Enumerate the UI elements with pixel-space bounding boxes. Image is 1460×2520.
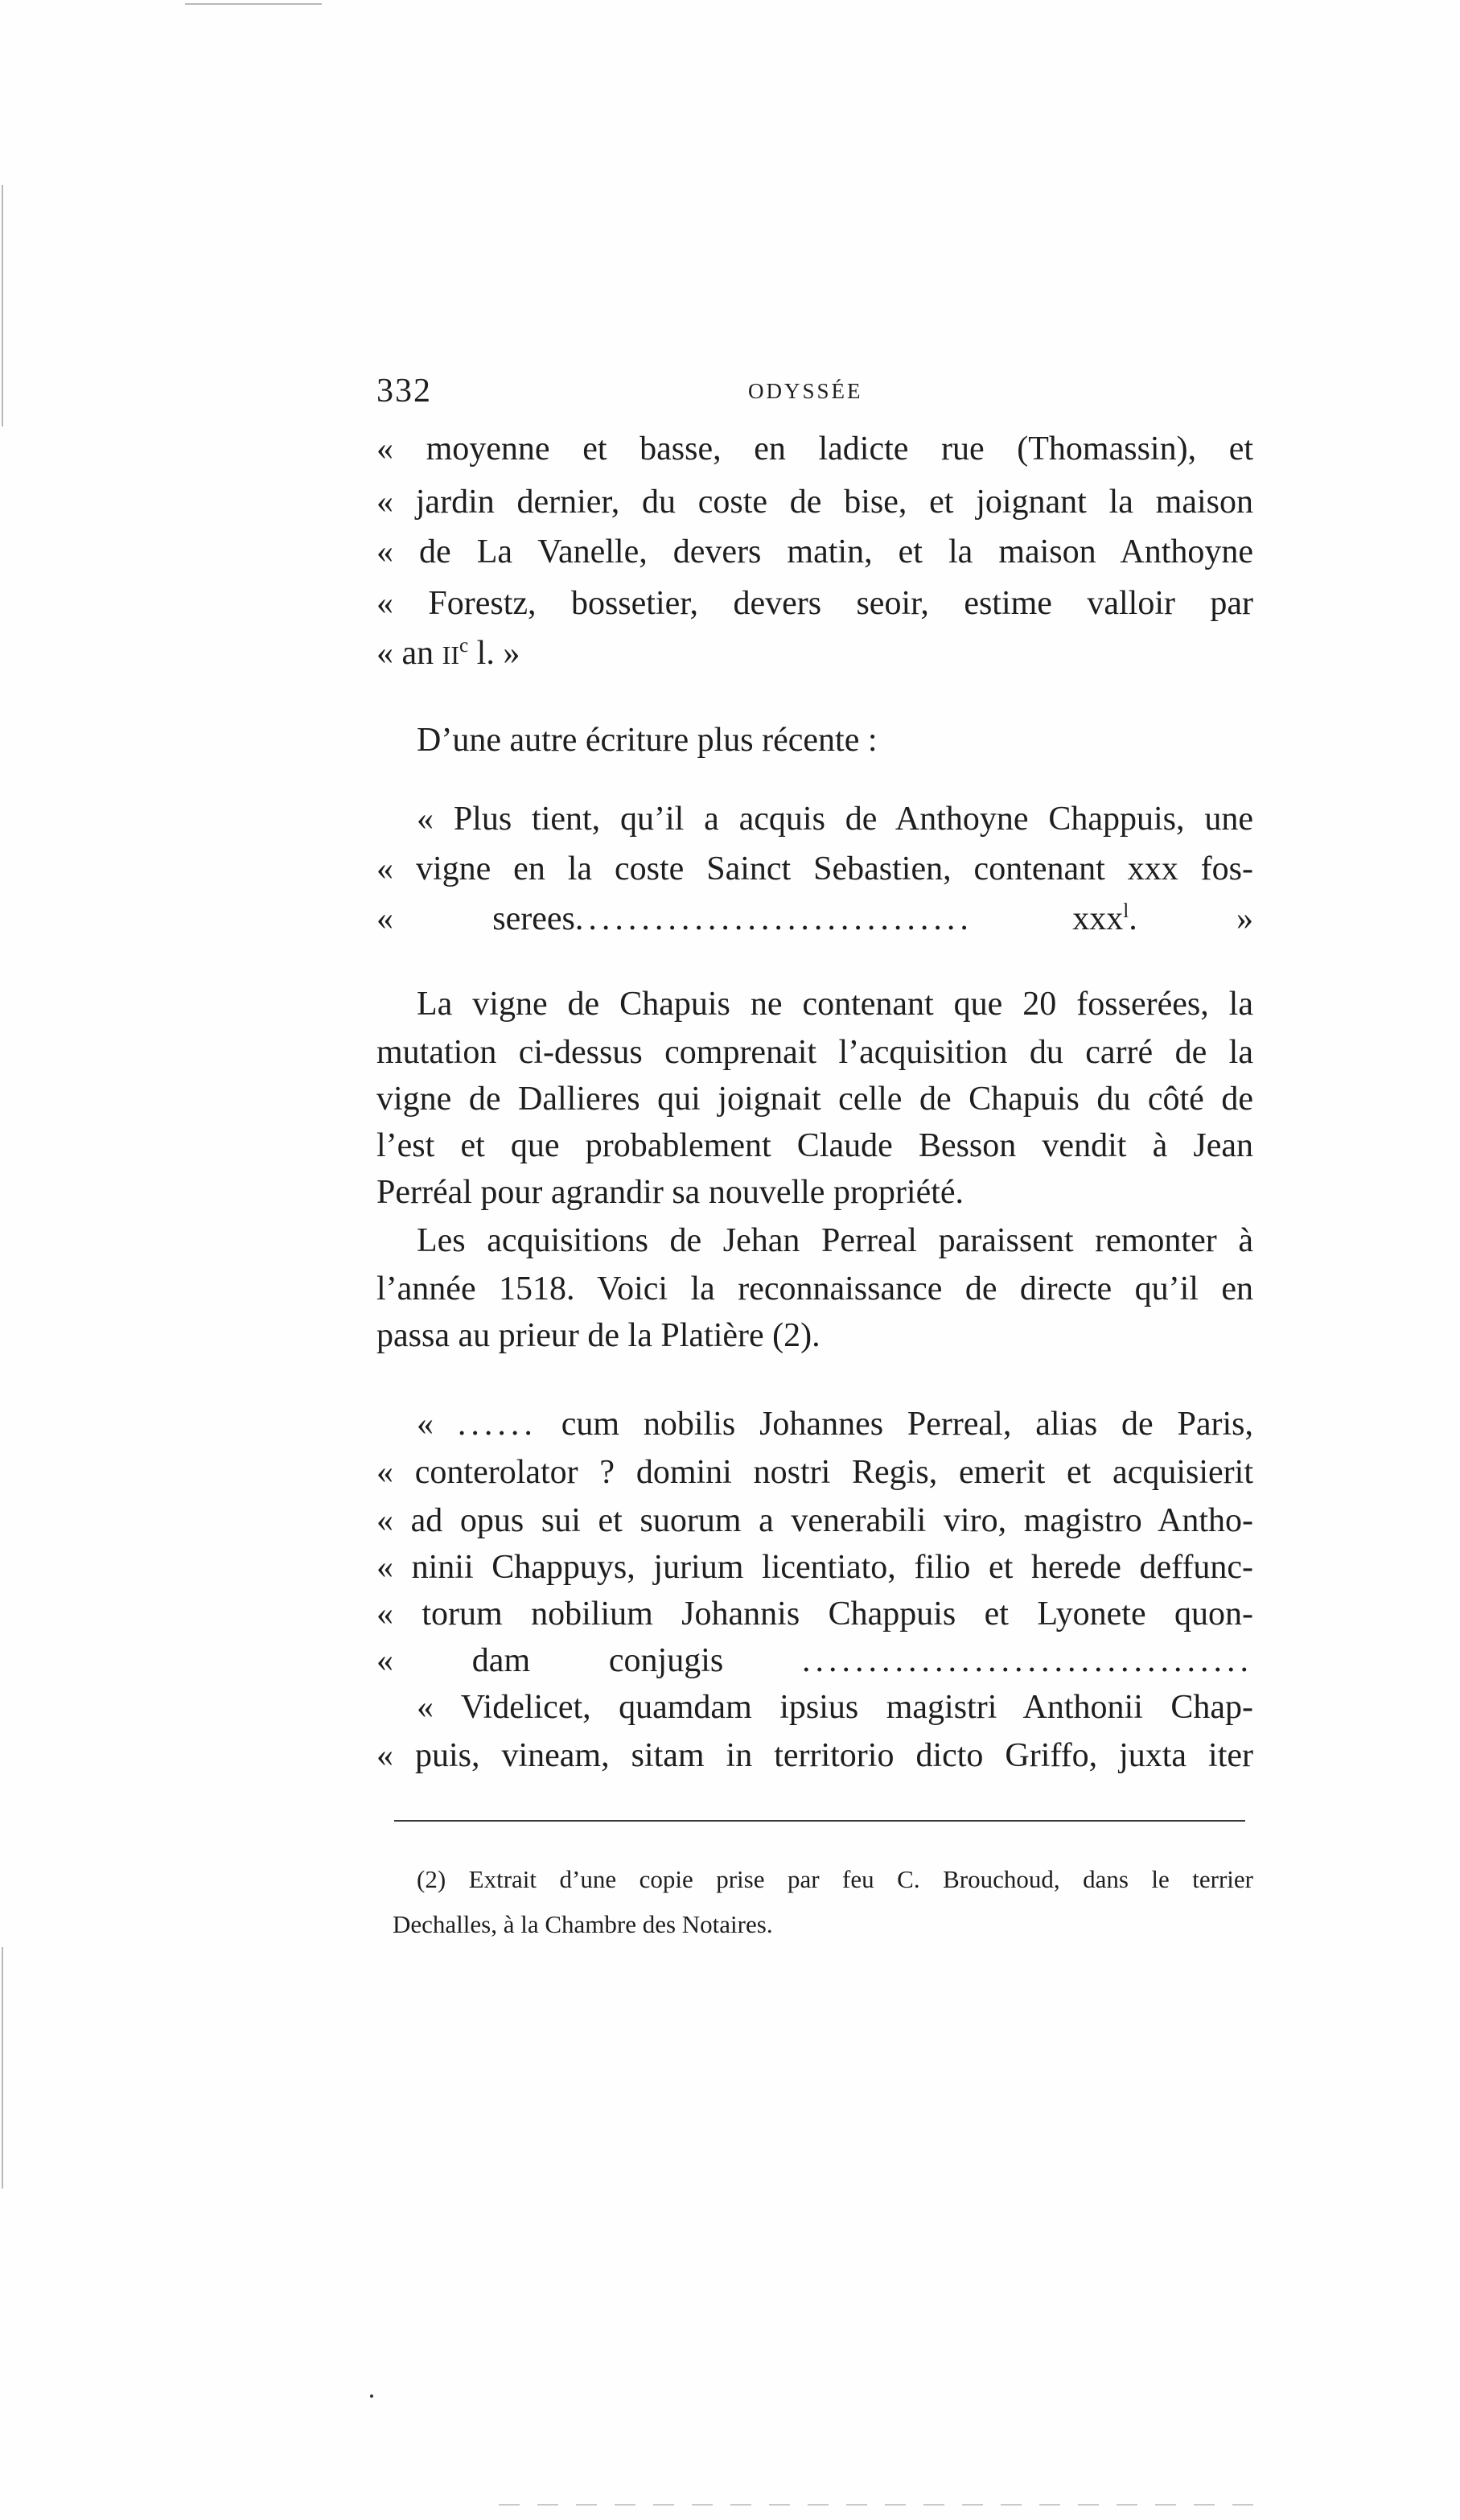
body-line: l’année 1518. Voici la reconnaissance de directe qu’il en [376,1270,1253,1307]
footnote-line: Dechalles, à la Chambre des Notaires. [393,1910,773,1938]
quote-line: « jardin dernier, du coste de bise, et joignant la maison [376,484,1253,521]
quote-line: « ninii Chappuys, jurium licentiato, filio et herede deffunc- [376,1549,1254,1586]
note-heading: D’une autre écriture plus récente : [417,722,878,759]
scan-edge-top [185,3,322,5]
body-line: Perréal pour agrandir sa nouvelle propriété. [376,1174,964,1211]
quote-line: « puis, vineam, sitam in territorio dicto Griffo, juxta iter [376,1737,1254,1774]
quote-line: « conterolator ? domini nostri Regis, emerit et acquisierit [376,1454,1253,1491]
body-line: l’est et que probablement Claude Besson vendit à Jean [376,1127,1253,1164]
quote-line: « dam conjugis .................................. [376,1642,1254,1679]
scan-edge-bottom [499,2504,1255,2506]
quote-line: « Videlicet, quamdam ipsius magistri Anthonii Chap- [417,1689,1253,1726]
running-title: ODYSSÉE [748,379,863,403]
footnote-divider [394,1820,1245,1822]
quote-line: « ad opus sui et suorum a venerabili viro, magistro Antho- [376,1502,1253,1539]
quote-line: « vigne en la coste Sainct Sebastien, contenant xxx fos- [376,850,1253,887]
scan-edge-left [2,185,3,426]
dot-leader: .............................. [574,900,973,937]
body-line: Les acquisitions de Jehan Perreal paraissent remonter à [417,1222,1253,1259]
quote-line-last: « serees.............................. xxx$^l$. » [376,900,1253,937]
scan-edge-left-lower [2,1947,3,2189]
body-line: vigne de Dallieres qui joignait celle de Chapuis du côté de [376,1081,1253,1118]
quote-line: « moyenne et basse, en ladicte rue (Thomassin), et [376,430,1254,467]
quote-line: « Forestz, bossetier, devers seoir, estime valloir par [376,585,1254,622]
ink-speck [370,2394,373,2398]
body-line: passa au prieur de la Platière (2). [376,1317,820,1354]
quote-line-last: « an $II^c$ l. » [376,635,520,672]
footnote-line: (2) Extrait d’une copie prise par feu C. Brouchoud, dans le terrier [417,1865,1253,1893]
quote-line: « ...... cum nobilis Johannes Perreal, alias de Paris, [417,1406,1254,1443]
quote-line: « torum nobilium Johannis Chappuis et Lyonete quon- [376,1596,1253,1633]
body-line: La vigne de Chapuis ne contenant que 20 fosserées, la [417,986,1253,1023]
dot-leader: .................................. [802,1642,1254,1679]
page-number: 332 [376,373,432,410]
body-line: mutation ci-dessus comprenait l’acquisition du carré de la [376,1034,1253,1071]
quote-line: « Plus tient, qu’il a acquis de Anthoyne Chappuis, une [417,801,1253,838]
dot-leader: ...... [457,1406,537,1443]
quote-line: « de La Vanelle, devers matin, et la maison Anthoyne [376,533,1254,570]
